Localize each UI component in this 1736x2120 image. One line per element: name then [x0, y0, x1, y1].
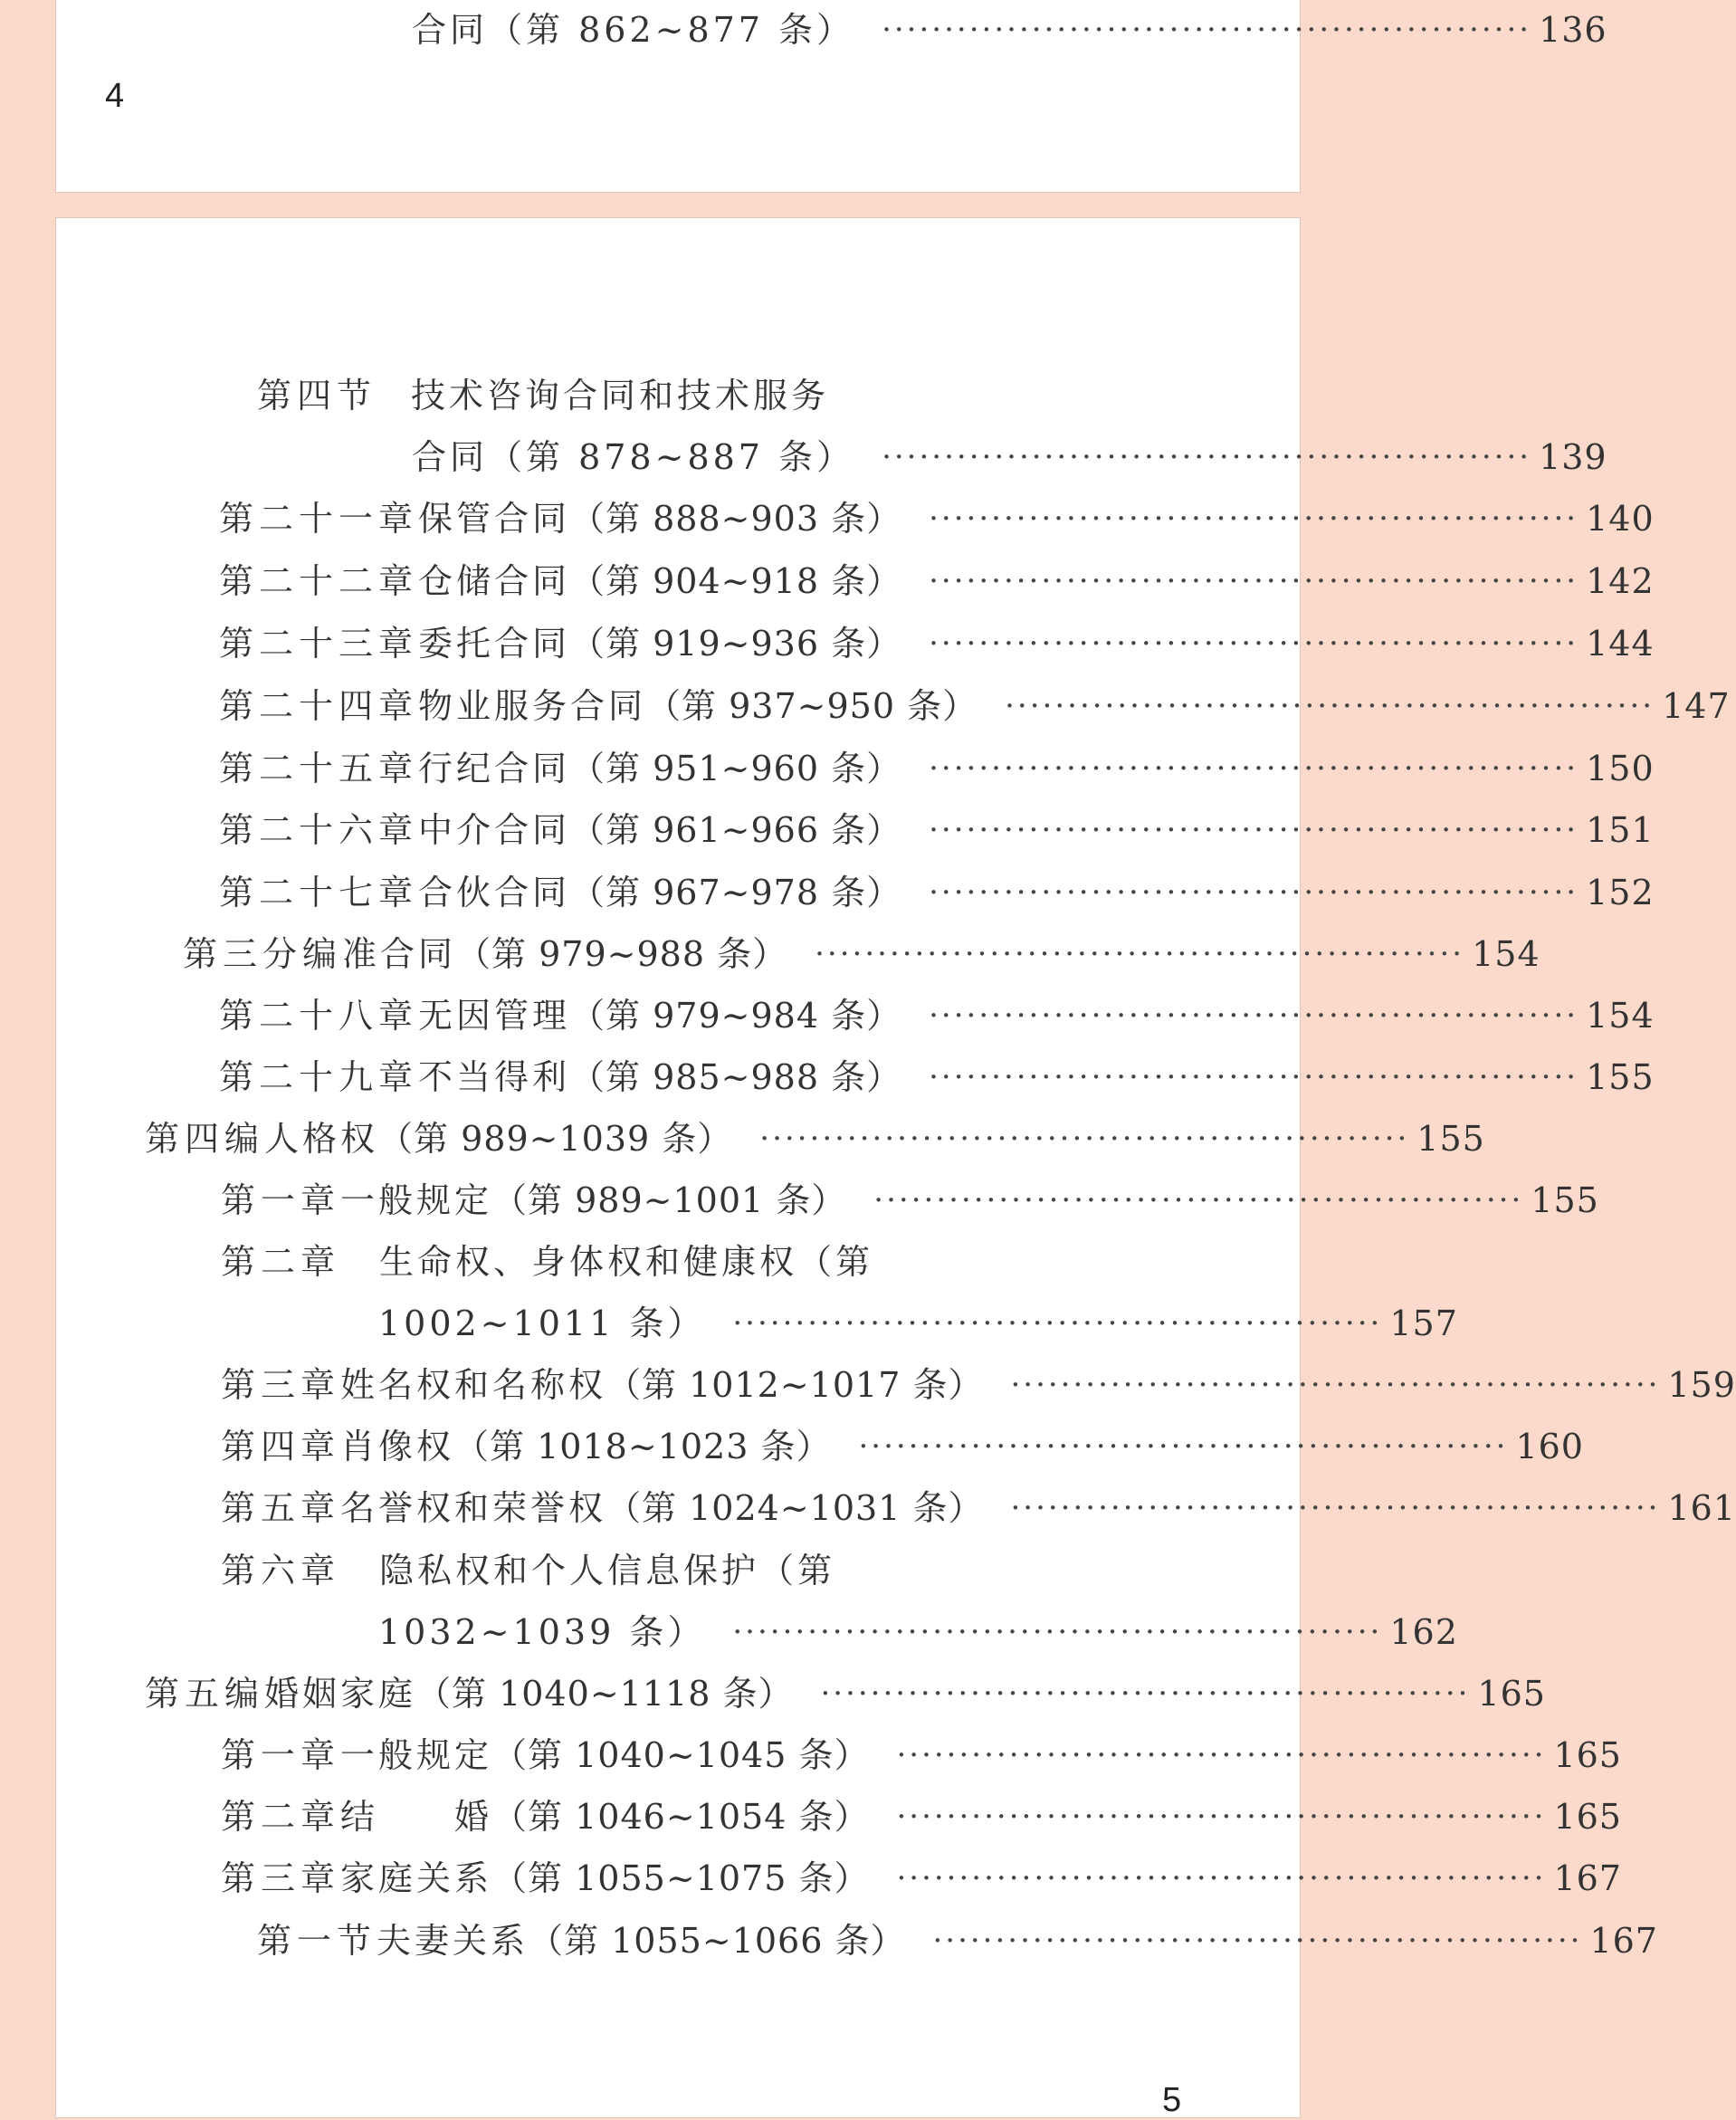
- toc-entry: [145, 1670, 1546, 1717]
- toc-entry-page: 161: [1667, 1488, 1736, 1528]
- toc-entry-page: 167: [1589, 1921, 1658, 1961]
- toc-entry-label: 第二章: [221, 1242, 341, 1282]
- dot-leader: ····················································: [929, 812, 1579, 848]
- toc-entry-article-range: （第 979~988 条）: [456, 934, 788, 974]
- toc-entry: [221, 1732, 1622, 1779]
- toc-entry-label: 第二十九章: [219, 1057, 419, 1097]
- toc-entry-article-range: （第 904~918 条）: [570, 561, 902, 601]
- toc-entry-label: 第二十六章: [219, 810, 419, 850]
- toc-entry-article-range: （第 989~1001 条）: [492, 1180, 847, 1220]
- toc-entry-page: 165: [1477, 1674, 1546, 1714]
- toc-entry: [145, 1115, 1485, 1162]
- toc-entry-title: 1032~1039 条）: [378, 1612, 706, 1652]
- toc-entry-title: 姓名权和名称权: [340, 1365, 607, 1405]
- dot-leader: ····················································: [929, 563, 1579, 599]
- toc-entry-page: 144: [1586, 624, 1655, 664]
- dot-leader: ····················································: [929, 625, 1579, 662]
- dot-leader: ····················································: [1005, 688, 1655, 724]
- previous-page: [55, 0, 1607, 193]
- toc-entry-article-range: （第 979~984 条）: [570, 996, 902, 1036]
- toc-entry-page: 154: [1472, 934, 1540, 974]
- toc-entry-page: 154: [1586, 996, 1655, 1036]
- toc-entry-title: 一般规定: [340, 1180, 493, 1220]
- toc-entry-page: 167: [1553, 1858, 1622, 1898]
- toc-entry: [412, 6, 1607, 53]
- toc-entry-label: 第一节: [257, 1921, 377, 1961]
- dot-leader: ····················································: [882, 439, 1532, 475]
- dot-leader: ····················································: [896, 1737, 1547, 1773]
- dot-leader: ····················································: [732, 1305, 1383, 1342]
- toc-entry-article-range: （第 1055~1075 条）: [492, 1858, 870, 1898]
- toc-entry: [257, 1917, 1658, 1964]
- toc-entry-label: 第二十五章: [219, 749, 419, 788]
- toc-entry-label: 第三分编: [183, 934, 343, 974]
- toc-entry-page: 155: [1531, 1180, 1599, 1220]
- toc-entry: [221, 1177, 1599, 1224]
- toc-entry-article-range: （第 1018~1023 条）: [454, 1427, 832, 1466]
- toc-entry-article-range: （第 951~960 条）: [570, 749, 902, 788]
- toc-entry: [219, 558, 1655, 605]
- toc-entry: [221, 1361, 1736, 1409]
- toc-entry: [412, 434, 1607, 481]
- toc-entry-title: 生命权、身体权和健康权（第: [379, 1242, 874, 1282]
- toc-entry: [219, 992, 1655, 1039]
- toc-entry: [219, 869, 1655, 916]
- toc-entry-article-range: （第 919~936 条）: [570, 624, 902, 664]
- toc-entry-label: 第六章: [221, 1551, 341, 1590]
- toc-entry: [221, 1423, 1584, 1470]
- toc-entry-title: 肖像权: [340, 1427, 455, 1466]
- toc-entry-page: 160: [1515, 1427, 1584, 1466]
- toc-entry-title: 1002~1011 条）: [378, 1304, 706, 1343]
- toc-entry-article-range: （第 985~988 条）: [570, 1057, 902, 1097]
- toc-entry-page: 157: [1389, 1304, 1458, 1343]
- toc-entry-title: 保管合同: [418, 499, 571, 539]
- toc-entry-article-range: （第 961~966 条）: [570, 810, 902, 850]
- toc-entry-page: 159: [1667, 1365, 1736, 1405]
- toc-page: [55, 217, 1736, 2119]
- toc-entry: [221, 1238, 1197, 1285]
- toc-entry-label: 第三章: [221, 1858, 341, 1898]
- toc-entry-article-range: （第 989~1039 条）: [378, 1119, 733, 1159]
- toc-entry-title: 结 婚: [340, 1797, 493, 1837]
- toc-entry-label: 第二十四章: [219, 686, 419, 726]
- toc-entry-title: 夫妻关系: [377, 1921, 529, 1961]
- toc-entry-page: 150: [1586, 749, 1655, 788]
- dot-leader: ····················································: [1010, 1367, 1661, 1403]
- toc-entry-title: 合同（第 878~887 条）: [412, 437, 855, 477]
- toc-entry-article-range: （第 1046~1054 条）: [492, 1797, 870, 1837]
- toc-entry: [257, 372, 1197, 419]
- toc-entry: [219, 495, 1655, 542]
- toc-entry-label: 第四节: [257, 376, 377, 415]
- dot-leader: ····················································: [759, 1121, 1410, 1157]
- dot-leader: ····················································: [929, 501, 1579, 537]
- toc-entry-article-range: （第 1012~1017 条）: [606, 1365, 984, 1405]
- dot-leader: ····················································: [932, 1923, 1583, 1959]
- dot-leader: ····················································: [882, 12, 1532, 48]
- toc-entry-article-range: （第 967~978 条）: [570, 873, 902, 912]
- toc-entry-title: 隐私权和个人信息保护（第: [379, 1551, 836, 1590]
- toc-entry-article-range: （第 1024~1031 条）: [606, 1488, 984, 1528]
- dot-leader: ····················································: [929, 1059, 1579, 1095]
- toc-entry-article-range: （第 1040~1045 条）: [492, 1735, 870, 1775]
- toc-entry-label: 第四章: [221, 1427, 341, 1466]
- toc-entry-article-range: （第 1040~1118 条）: [416, 1674, 794, 1714]
- toc-entry-title: 合伙合同: [418, 873, 571, 912]
- toc-entry-page: 152: [1586, 873, 1655, 912]
- toc-entry-label: 第一章: [221, 1180, 341, 1220]
- toc-entry-page: 151: [1586, 810, 1655, 850]
- dot-leader: ····················································: [820, 1676, 1471, 1712]
- toc-entry-title: 家庭关系: [340, 1858, 493, 1898]
- toc-entry-label: 第四编: [145, 1119, 265, 1159]
- toc-entry-page: 136: [1539, 10, 1607, 50]
- toc-entry-label: 第二章: [221, 1797, 341, 1837]
- toc-entry-page: 140: [1586, 499, 1655, 539]
- toc-entry-label: 第二十一章: [219, 499, 419, 539]
- toc-entry-page: 165: [1553, 1797, 1622, 1837]
- toc-entry-title: 无因管理: [418, 996, 571, 1036]
- toc-entry: [183, 931, 1540, 978]
- toc-entry-title: 仓储合同: [418, 561, 571, 601]
- toc-entry-label: 第二十三章: [219, 624, 419, 664]
- toc-entry-title: 合同（第 862~877 条）: [412, 10, 855, 50]
- toc-entry-page: 155: [1416, 1119, 1485, 1159]
- toc-entry-label: 第五章: [221, 1488, 341, 1528]
- toc-entry-page: 147: [1662, 686, 1731, 726]
- toc-entry-title: 行纪合同: [418, 749, 571, 788]
- page-number: 4: [105, 77, 125, 115]
- toc-entry-title: 物业服务合同: [418, 686, 647, 726]
- toc-entry: [378, 1609, 1458, 1656]
- toc-entry: [219, 683, 1731, 730]
- dot-leader: ····················································: [815, 936, 1465, 972]
- toc-entry-label: 第五编: [145, 1674, 265, 1714]
- toc-entry-article-range: （第 1055~1066 条）: [529, 1921, 906, 1961]
- toc-entry-title: 婚姻家庭: [264, 1674, 417, 1714]
- dot-leader: ····················································: [896, 1860, 1547, 1896]
- dot-leader: ····················································: [896, 1799, 1547, 1835]
- dot-leader: ····················································: [1010, 1490, 1661, 1526]
- toc-entry-label: 第二十八章: [219, 996, 419, 1036]
- toc-entry-page: 142: [1586, 561, 1655, 601]
- page-number: 5: [1162, 2081, 1182, 2119]
- toc-entry: [378, 1300, 1458, 1347]
- toc-entry-title: 名誉权和荣誉权: [340, 1488, 607, 1528]
- toc-entry-label: 第一章: [221, 1735, 341, 1775]
- toc-entry-page: 162: [1389, 1612, 1458, 1652]
- toc-entry: [221, 1547, 1197, 1594]
- toc-entry: [219, 807, 1655, 854]
- toc-entry: [219, 745, 1655, 792]
- dot-leader: ····················································: [929, 998, 1579, 1034]
- toc-entry-label: 第二十七章: [219, 873, 419, 912]
- dot-leader: ····················································: [858, 1428, 1509, 1465]
- toc-entry-title: 不当得利: [418, 1057, 571, 1097]
- toc-entry-label: 第二十二章: [219, 561, 419, 601]
- toc-entry-page: 139: [1539, 437, 1607, 477]
- toc-entry-title: 中介合同: [418, 810, 571, 850]
- dot-leader: ····················································: [929, 874, 1579, 911]
- toc-entry-page: 155: [1586, 1057, 1655, 1097]
- toc-entry-page: 165: [1553, 1735, 1622, 1775]
- toc-entry-article-range: （第 888~903 条）: [570, 499, 902, 539]
- dot-leader: ····················································: [732, 1614, 1383, 1650]
- toc-entry: [219, 620, 1655, 667]
- toc-entry-title: 委托合同: [418, 624, 571, 664]
- toc-entry-label: 第三章: [221, 1365, 341, 1405]
- toc-entry: [221, 1855, 1622, 1902]
- toc-entry-title: 一般规定: [340, 1735, 493, 1775]
- toc-entry-article-range: （第 937~950 条）: [646, 686, 978, 726]
- toc-entry-title: 准合同: [342, 934, 457, 974]
- toc-entry-title: 人格权: [264, 1119, 379, 1159]
- toc-entry: [221, 1485, 1736, 1532]
- toc-entry-title: 技术咨询合同和技术服务: [411, 376, 830, 415]
- toc-entry: [219, 1054, 1655, 1101]
- dot-leader: ····················································: [929, 750, 1579, 787]
- dot-leader: ····················································: [873, 1182, 1524, 1218]
- toc-entry: [221, 1793, 1622, 1840]
